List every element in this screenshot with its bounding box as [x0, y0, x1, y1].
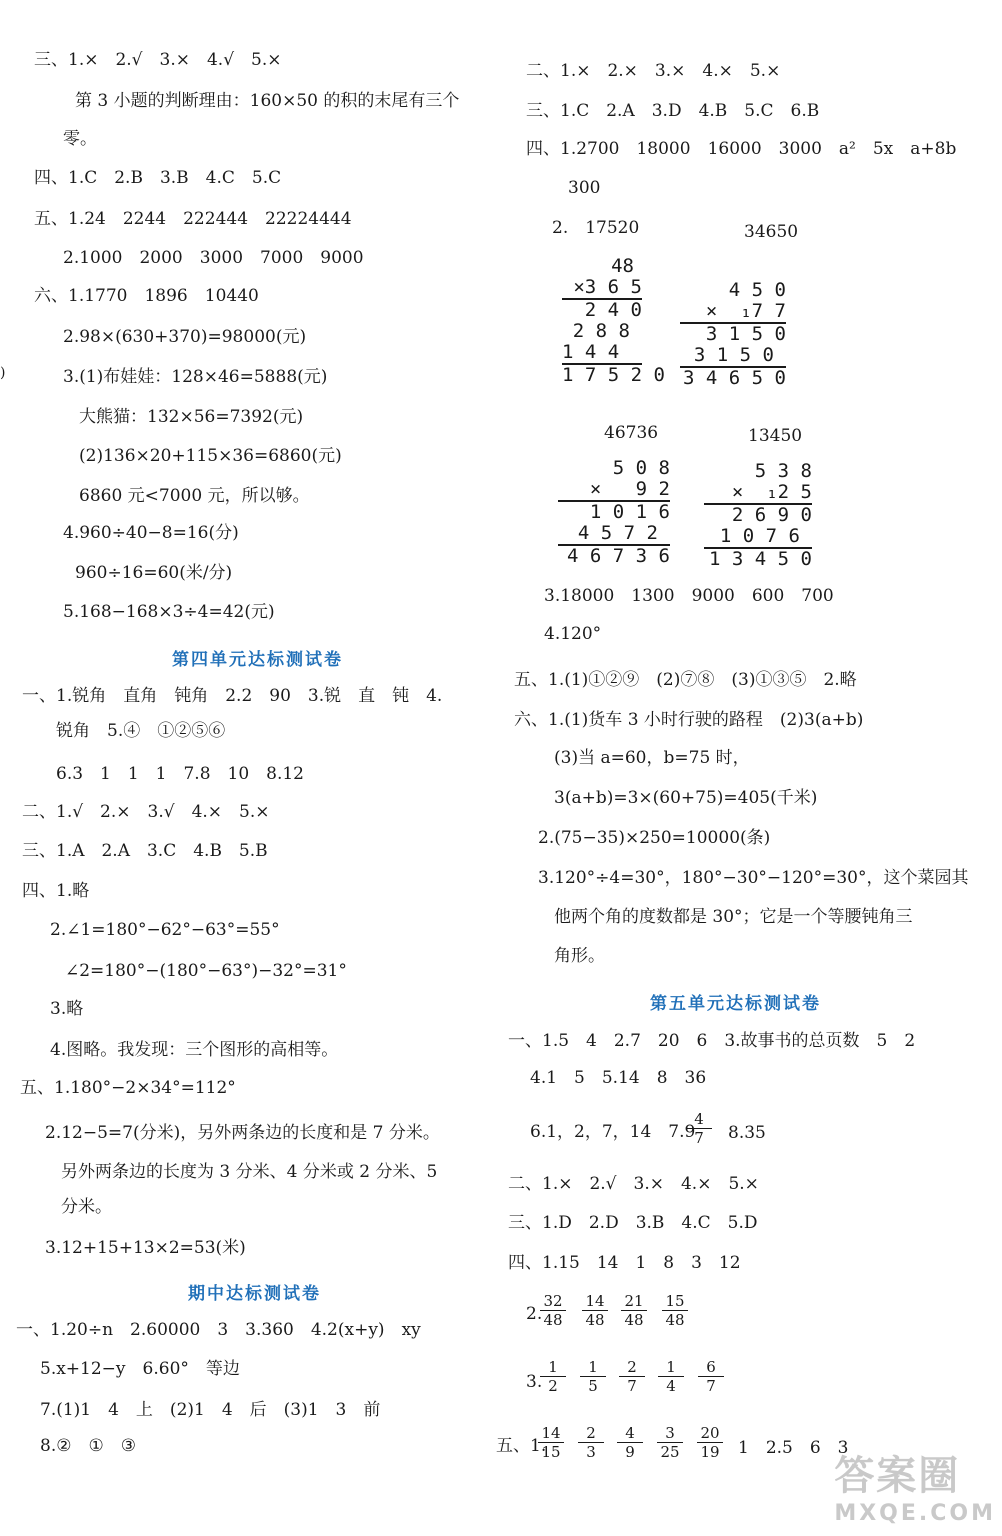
calc-multiplier: ×3 6 5	[573, 276, 642, 298]
answer-line: 分米。	[61, 1197, 112, 1217]
answer-line: 四、1.略	[22, 881, 90, 901]
answer-line: 5.168−168×3÷4=42(元)	[63, 602, 275, 622]
answer-line: 2.	[526, 1304, 543, 1324]
answer-line: 二、1.× 2.× 3.× 4.× 5.×	[526, 61, 781, 81]
answer-line: 六、1.(1)货车 3 小时行驶的路程 (2)3(a+b)	[514, 710, 864, 730]
fraction-numerator: 4	[686, 1110, 712, 1129]
fraction-denominator: 9	[625, 1443, 635, 1461]
answer-line: 三、1.C 2.A 3.D 4.B 5.C 6.B	[526, 101, 820, 121]
answer-line: 二、1.× 2.√ 3.× 4.× 5.×	[508, 1174, 759, 1194]
vertical-multiplication	[558, 458, 670, 567]
answer-line: 3(a+b)=3×(60+75)=405(千米)	[554, 788, 818, 808]
answer-line: 8.35	[728, 1123, 766, 1143]
calc-result: 34650	[744, 222, 799, 242]
calc-multiplier: × 9 2	[589, 478, 670, 500]
fraction-numerator: 1	[580, 1358, 606, 1377]
fraction-denominator: 2	[548, 1377, 558, 1395]
answer-line: 三、1.A 2.A 3.C 4.B 5.B	[22, 841, 268, 861]
answer-line: 一、1.锐角 直角 钝角 2.2 90 3.锐 直 钝 4.	[22, 686, 443, 706]
answer-line: 三、1.D 2.D 3.B 4.C 5.D	[508, 1213, 758, 1233]
answer-line: 五、1.(1)①②⑨ (2)⑦⑧ (3)①③⑤ 2.略	[514, 670, 857, 690]
fraction	[582, 1292, 608, 1329]
answer-line: 3.	[526, 1372, 543, 1392]
answer-line: 4.120°	[544, 624, 602, 644]
answer-line: 7.(1)1 4 上 (2)1 4 后 (3)1 3 前	[40, 1400, 381, 1420]
answer-line: 3.120°÷4=30°，180°−30°−120°=30°，这个菜园其	[538, 868, 969, 888]
fraction	[658, 1358, 684, 1395]
answer-line: 2.∠1=180°−62°−63°=55°	[50, 920, 280, 940]
section-title: 第四单元达标测试卷	[172, 650, 343, 670]
fraction-numerator: 1	[540, 1358, 566, 1377]
answer-line: 2. 17520	[552, 218, 640, 238]
fraction-denominator: 25	[660, 1443, 680, 1461]
answer-line: 960÷16=60(米/分)	[75, 563, 233, 583]
answer-line: 8.② ① ③	[40, 1436, 136, 1456]
fraction-denominator: 19	[700, 1443, 720, 1461]
answer-line: 锐角 5.④ ①②⑤⑥	[56, 721, 226, 741]
answer-line: 大熊猫：132×56=7392(元)	[79, 407, 304, 427]
answer-line: 四、1.15 14 1 8 3 12	[508, 1253, 741, 1273]
answer-line: 2.98×(630+370)=98000(元)	[63, 327, 307, 347]
fraction-denominator: 48	[665, 1311, 685, 1329]
answer-line: 4.960÷40−8=16(分)	[63, 523, 239, 543]
answer-line: 四、1.2700 18000 16000 3000 a² 5x a+8b	[526, 139, 957, 159]
fraction-denominator: 48	[624, 1311, 644, 1329]
calc-multiplicand: 5 0 8	[612, 457, 670, 479]
answer-line: (3)当 a=60，b=75 时，	[554, 748, 750, 768]
calc-partial: 3 1 5 0	[693, 344, 774, 366]
calc-partial: 2 6 9 0	[731, 504, 812, 526]
watermark-text: 答案圈	[834, 1453, 961, 1499]
answer-line: 3.略	[50, 999, 84, 1019]
answer-line: 四、1.C 2.B 3.B 4.C 5.C	[34, 168, 282, 188]
answer-line: 1 2.5 6 3	[738, 1438, 849, 1458]
answer-line: ∠2=180°−(180°−63°)−32°=31°	[65, 961, 347, 981]
answer-line: 一、1.5 4 2.7 20 6 3.故事书的总页数 5 2	[508, 1031, 916, 1051]
answer-line: 3.12+15+13×2=53(米)	[45, 1238, 246, 1258]
answer-line: 6.1，2，7，14 7.9	[530, 1122, 696, 1142]
answer-line: 300	[568, 178, 601, 198]
fraction-denominator: 4	[666, 1377, 676, 1395]
fraction	[662, 1292, 688, 1329]
fraction-denominator: 15	[541, 1443, 561, 1461]
fraction	[697, 1424, 723, 1461]
fraction-denominator: 3	[586, 1443, 596, 1461]
calc-partial: 1 0 1 6	[589, 501, 670, 523]
fraction-numerator: 2	[619, 1358, 645, 1377]
calc-result: 1 7 5 2 0	[562, 364, 665, 386]
answer-line: 三、1.× 2.√ 3.× 4.√ 5.×	[34, 50, 282, 70]
calc-multiplicand: 4 5 0	[728, 279, 786, 301]
answer-line: 3.(1)布娃娃：128×46=5888(元)	[63, 367, 328, 387]
answer-line: 六、1.1770 1896 10440	[34, 286, 259, 306]
answer-line: 一、1.20÷n 2.60000 3 3.360 4.2(x+y) xy	[16, 1320, 421, 1340]
calc-multiplicand: 5 3 8	[754, 460, 812, 482]
calc-result: 4 6 7 3 6	[567, 545, 670, 567]
watermark-url: MXQE.COM	[834, 1501, 996, 1526]
fraction-denominator: 48	[543, 1311, 563, 1329]
calc-multiplicand: 48	[611, 255, 634, 277]
answer-line: 第 3 小题的判断理由：160×50 的积的末尾有三个	[75, 91, 460, 111]
vertical-multiplication	[680, 280, 786, 389]
fraction-numerator: 32	[540, 1292, 566, 1311]
fraction-numerator: 6	[698, 1358, 724, 1377]
answer-line: 二、1.√ 2.× 3.√ 4.× 5.×	[22, 802, 270, 822]
answer-line: 6860 元<7000 元，所以够。	[79, 486, 310, 506]
calc-partial: 1 4 4	[562, 341, 620, 363]
section-title: 期中达标测试卷	[188, 1284, 321, 1304]
answer-line: 五、1.180°−2×34°=112°	[20, 1078, 236, 1098]
watermark-logo	[834, 1444, 996, 1526]
margin-mark: )	[0, 365, 6, 381]
fraction	[538, 1424, 564, 1461]
vertical-multiplication	[562, 255, 665, 386]
fraction	[621, 1292, 647, 1329]
answer-line: 4.1 5 5.14 8 36	[530, 1068, 707, 1088]
calc-partial: 2 8 8	[572, 320, 630, 342]
fraction-numerator: 20	[697, 1424, 723, 1443]
answer-line: 3.18000 1300 9000 600 700	[544, 586, 834, 606]
fraction	[617, 1424, 643, 1461]
answer-line: 2.1000 2000 3000 7000 9000	[63, 248, 364, 268]
fraction-numerator: 4	[617, 1424, 643, 1443]
fraction	[698, 1358, 724, 1395]
fraction	[540, 1292, 566, 1329]
answer-line: 4.图略。我发现：三个图形的高相等。	[50, 1040, 339, 1060]
answer-line: 5.x+12−y 6.60° 等边	[40, 1359, 240, 1379]
answer-line: 零。	[63, 129, 97, 149]
calc-result: 1 3 4 5 0	[709, 548, 812, 570]
vertical-multiplication	[704, 461, 812, 570]
answer-line: 角形。	[554, 946, 605, 966]
answer-line: 五、1.	[496, 1436, 547, 1456]
fraction-numerator: 14	[538, 1424, 564, 1443]
calc-partial: 1 0 7 6	[719, 525, 800, 547]
fraction-numerator: 15	[662, 1292, 688, 1311]
calc-result: 3 4 6 5 0	[683, 367, 786, 389]
fraction-denominator: 48	[585, 1311, 605, 1329]
calc-multiplier: × ₁2 5	[731, 481, 812, 503]
answer-line: 6.3 1 1 1 7.8 10 8.12	[56, 764, 305, 784]
fraction	[686, 1110, 712, 1147]
fraction-denominator: 7	[706, 1377, 716, 1395]
section-title: 第五单元达标测试卷	[650, 994, 821, 1014]
calc-result: 46736	[604, 423, 659, 443]
fraction-numerator: 21	[621, 1292, 647, 1311]
fraction	[657, 1424, 683, 1461]
calc-result: 13450	[748, 426, 803, 446]
fraction-numerator: 1	[658, 1358, 684, 1377]
fraction	[580, 1358, 606, 1395]
fraction-denominator: 7	[627, 1377, 637, 1395]
answer-line: 另外两条边的长度为 3 分米、4 分米或 2 分米、5	[61, 1162, 438, 1182]
answer-line: 2.(75−35)×250=10000(条)	[538, 828, 771, 848]
fraction-numerator: 14	[582, 1292, 608, 1311]
fraction-denominator: 7	[694, 1129, 704, 1147]
answer-line: 2.12−5=7(分米)，另外两条边的长度和是 7 分米。	[45, 1123, 440, 1143]
fraction-numerator: 3	[657, 1424, 683, 1443]
calc-partial: 4 5 7 2	[577, 522, 658, 544]
answer-line: 他两个角的度数都是 30°；它是一个等腰钝角三	[554, 907, 913, 927]
fraction	[540, 1358, 566, 1395]
answer-line: 五、1.24 2244 222444 22224444	[34, 209, 352, 229]
fraction-numerator: 2	[578, 1424, 604, 1443]
calc-partial: 3 1 5 0	[705, 323, 786, 345]
fraction	[619, 1358, 645, 1395]
calc-partial: 2 4 0	[584, 299, 642, 321]
fraction-denominator: 5	[588, 1377, 598, 1395]
fraction	[578, 1424, 604, 1461]
answer-line: (2)136×20+115×36=6860(元)	[79, 446, 342, 466]
calc-multiplier: × ₁7 7	[705, 300, 786, 322]
